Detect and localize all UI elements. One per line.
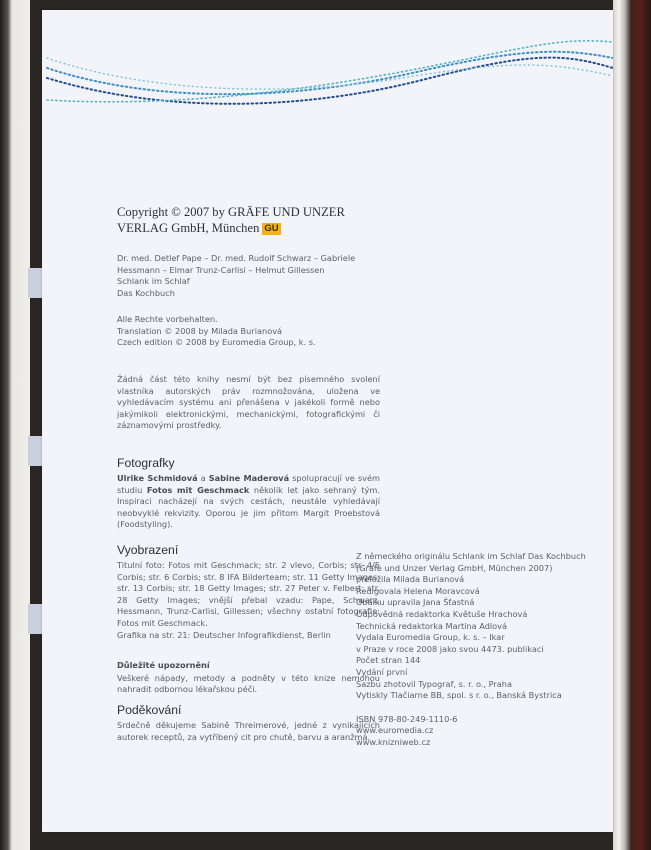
fotografky-heading: Fotografky bbox=[117, 456, 175, 470]
page-edge-tab bbox=[28, 436, 42, 466]
fotografky-and: a bbox=[197, 473, 209, 483]
imprint-line: Vydání první bbox=[356, 666, 408, 677]
book-cover-left-edge bbox=[0, 0, 30, 850]
book-cover-right-edge bbox=[613, 0, 651, 850]
credits-line: Schlank im Schlaf bbox=[117, 276, 190, 287]
imprint-line: Vydala Euromedia Group, k. s. – Ikar bbox=[356, 632, 505, 643]
gu-logo: GU bbox=[264, 223, 279, 234]
rights-block bbox=[117, 314, 380, 349]
imprint-line: Technická redaktorka Martina Adlová bbox=[356, 620, 508, 631]
imprint-line: v Praze v roce 2008 jako svou 4473. publikaci bbox=[356, 643, 544, 654]
studio-name: Fotos mit Geschmack bbox=[146, 484, 250, 495]
isbn: ISBN 978-80-249-1110-6 bbox=[356, 713, 458, 724]
imprint-line: (Gräfe und Unzer Verlag GmbH, München 2007) bbox=[356, 562, 553, 573]
imprint-line: Počet stran 144 bbox=[356, 655, 421, 666]
copyright-notice bbox=[117, 204, 377, 236]
fotografky-text bbox=[117, 473, 380, 531]
upozorneni-heading: Důležité upozornění bbox=[117, 660, 210, 670]
copyright-line-2: VERLAG GmbH, München bbox=[117, 221, 260, 235]
dotted-wave-decoration bbox=[42, 28, 613, 118]
vyobrazeni-text bbox=[117, 560, 380, 641]
podekovani-heading: Poděkování bbox=[117, 703, 182, 717]
podekovani-text-content: Srdečně děkujeme Sabině Threimerové, jedné z vynikajících autorek receptů, za vytříbený cit pro chutě, barvu a aranžmá. bbox=[117, 720, 380, 742]
credits-line: Das Kochbuch bbox=[117, 287, 175, 298]
podekovani-text bbox=[117, 720, 380, 743]
imprint-line: Odpovědná redaktorka Květuše Hrachová bbox=[356, 608, 528, 619]
rights-line: Czech edition © 2008 by Euromedia Group, k. s. bbox=[117, 337, 316, 348]
credits-line: Dr. med. Detlef Pape – Dr. med. Rudolf Schwarz – Gabriele bbox=[117, 253, 356, 263]
vyobrazeni-grafika: Grafika na str. 21: Deutscher Infografikdienst, Berlin bbox=[117, 629, 331, 640]
copyright-line-1: Copyright © 2007 by GRÄFE UND UNZER bbox=[117, 205, 345, 219]
fotografky-text-part: několik let jako sehraný tým. Inspiraci nacházejí na svých cestách, neustále vyhledávají neobvyklé rekvizity. Oporou je jim přitom Margit Proebstová (Foodstyling). bbox=[117, 484, 380, 530]
upozorneni-block bbox=[117, 660, 380, 696]
upozorneni-text: Veškeré nápady, metody a podněty v této knize nemohou nahradit odbornou lékařskou péči. bbox=[117, 672, 380, 695]
page-edge-tab bbox=[28, 604, 42, 634]
imprint-line: Vytiskly Tlačiarne BB, spol. s r. o., Banská Bystrica bbox=[356, 690, 562, 701]
imprint-line: Sazbu zhotovil Typograf, s. r. o., Praha bbox=[356, 678, 513, 689]
vyobrazeni-credits: Titulní foto: Fotos mit Geschmack; str. 2 vlevo, Corbis; str. 4/5 Corbis; str. 6 Corbis; str. 8 IFA Bilderteam; str. 11 Getty Images; str. 13 Corbis; str. 18 Getty Images; str. 27 Peter v. Felbert; str. 28 Getty Images; vnější přebal vzadu: Pape, Schwarz, Hessmann, Trunz-Carlisi, Gillessen; všechny ostatní fotografie: Fotos mit Geschmack. bbox=[117, 560, 380, 628]
imprint-line: Z německého originálu Schlank im Schlaf Das Kochbuch bbox=[356, 551, 586, 561]
page-edge-tab bbox=[28, 268, 42, 298]
photographer-name: Sabine Maderová bbox=[208, 473, 290, 483]
website-link[interactable]: www.euromedia.cz bbox=[356, 725, 434, 736]
legal-notice-text: Žádná část této knihy nesmí být bez písemného svolení vlastníka autorských práv rozmnožována, uložena ve vyhledávacím systému ani přenášena v jakékoli formě nebo jakýmikoli elektronickými, mechanickými, fotografickými či záznamovými prostředky. bbox=[117, 374, 380, 431]
legal-notice bbox=[117, 374, 380, 432]
imprint-line: přeložila Milada Burianová bbox=[356, 574, 465, 585]
imprint-block bbox=[356, 551, 596, 749]
website-link[interactable]: www.knizniweb.cz bbox=[356, 736, 431, 747]
book-page bbox=[42, 10, 613, 832]
rights-line: Alle Rechte vorbehalten. bbox=[117, 314, 218, 324]
vyobrazeni-heading: Vyobrazení bbox=[117, 543, 179, 557]
imprint-line: Redigovala Helena Moravcová bbox=[356, 585, 480, 596]
imprint-line: Obálku upravila Jana Šťastná bbox=[356, 597, 475, 608]
fotografky-text-part: spolupracují ve svém studiu bbox=[117, 473, 380, 495]
credits-block bbox=[117, 253, 380, 299]
rights-line: Translation © 2008 by Milada Burianová bbox=[117, 325, 283, 336]
credits-line: Hessmann – Elmar Trunz-Carlisi – Helmut Gillessen bbox=[117, 264, 325, 275]
photographer-name: Ulrike Schmidová bbox=[117, 473, 198, 483]
